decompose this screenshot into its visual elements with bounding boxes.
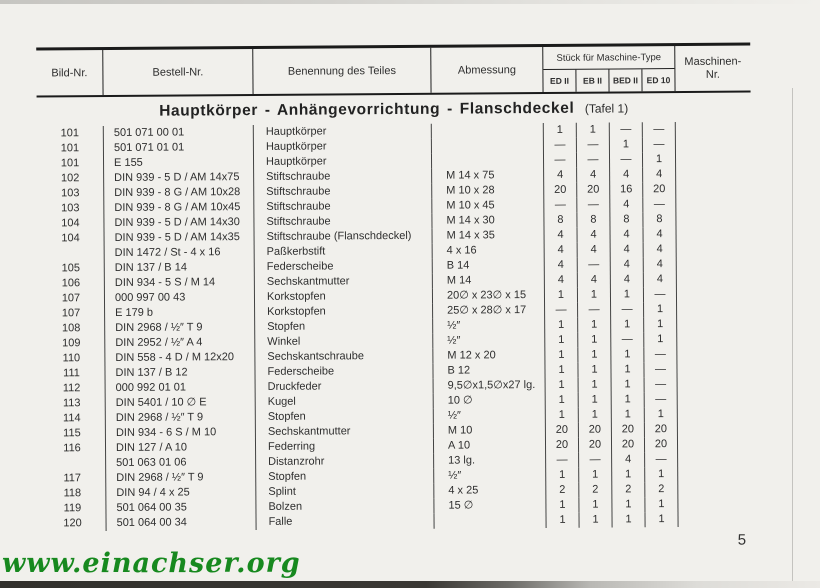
part-name-cell: Stiftschraube <box>254 184 432 200</box>
maschinen-nr-cell <box>676 227 751 243</box>
bild-nr-cell: 110 <box>38 351 105 366</box>
header-subcell-ed2: ED II <box>543 70 576 92</box>
qty-cell-bed2: 4 <box>611 257 644 272</box>
part-name-cell: Kugel <box>256 394 434 410</box>
header-cell-bestell-nr: Bestell-Nr. <box>103 49 253 95</box>
qty-cell-eb2: — <box>579 452 612 467</box>
part-name-cell: Stopfen <box>255 319 433 335</box>
bestell-nr-cell: DIN 558 - 4 D / M 12x20 <box>105 350 255 366</box>
qty-cell-bed2: 1 <box>612 377 645 392</box>
qty-cell-eb2: 1 <box>579 407 612 422</box>
qty-cell-ed10: 4 <box>643 167 676 182</box>
header-subcell-bed2: BED II <box>609 69 642 91</box>
dimension-cell: 10 ∅ <box>434 393 546 409</box>
qty-cell-bed2: 1 <box>612 467 645 482</box>
qty-cell-eb2: 1 <box>578 317 611 332</box>
bestell-nr-cell: DIN 939 - 5 D / AM 14x75 <box>104 170 254 186</box>
qty-cell-bed2: 4 <box>611 242 644 257</box>
qty-cell-eb2: — <box>577 198 610 213</box>
header-cell-bild-nr: Bild-Nr. <box>36 50 103 95</box>
part-name-cell: Hauptkörper <box>254 124 432 140</box>
qty-cell-ed10: — <box>644 347 677 362</box>
qty-cell-ed10: — <box>643 197 676 212</box>
qty-cell-ed10: — <box>643 137 676 152</box>
qty-cell-eb2: 1 <box>578 362 611 377</box>
section-title-note: (Tafel 1) <box>584 101 629 116</box>
qty-cell-bed2: 1 <box>611 317 644 332</box>
qty-cell-eb2: 1 <box>579 392 612 407</box>
dimension-cell: B 14 <box>433 258 545 274</box>
maschinen-nr-cell <box>677 287 752 303</box>
bild-nr-cell: 104 <box>37 216 104 231</box>
dimension-cell: ½″ <box>434 408 546 424</box>
scan-bottom-edge <box>0 581 820 588</box>
maschinen-nr-cell <box>678 497 753 513</box>
qty-cell-ed2: 1 <box>546 468 579 483</box>
part-name-cell: Winkel <box>255 334 433 350</box>
bild-nr-cell: 105 <box>38 261 105 276</box>
bild-nr-cell: 101 <box>37 141 104 156</box>
part-name-cell: Druckfeder <box>256 379 434 395</box>
dimension-cell: M 14 x 30 <box>432 213 544 229</box>
bestell-nr-cell: DIN 5401 / 10 ∅ E <box>106 395 256 411</box>
header-subcell-ed10: ED 10 <box>646 75 671 86</box>
qty-cell-ed2: 1 <box>545 333 578 348</box>
qty-cell-ed2: 4 <box>545 258 578 273</box>
watermark: www.einachser.org <box>2 548 301 579</box>
qty-cell-ed10: — <box>643 122 676 137</box>
qty-cell-eb2: 20 <box>579 437 612 452</box>
dimension-cell: M 12 x 20 <box>433 348 545 364</box>
qty-cell-ed2: 20 <box>544 183 577 198</box>
qty-cell-eb2: 1 <box>579 377 612 392</box>
qty-cell-ed2: 2 <box>546 483 579 498</box>
maschinen-nr-cell <box>677 347 752 363</box>
maschinen-nr-cell <box>677 257 752 273</box>
dimension-cell <box>432 123 544 139</box>
part-name-cell: Federscheibe <box>255 259 433 275</box>
qty-cell-ed10: — <box>645 377 678 392</box>
part-name-cell: Hauptkörper <box>254 154 432 170</box>
qty-cell-bed2: 4 <box>610 167 643 182</box>
header-cell-abmessung: Abmessung <box>431 47 543 93</box>
qty-cell-bed2: 1 <box>612 497 645 512</box>
dimension-cell: ½″ <box>434 468 546 484</box>
qty-cell-bed2: — <box>611 332 644 347</box>
qty-cell-ed2: — <box>544 198 577 213</box>
qty-cell-bed2: 4 <box>610 197 643 212</box>
qty-cell-ed2: — <box>545 303 578 318</box>
maschinen-nr-cell <box>678 512 753 528</box>
qty-cell-ed2: 4 <box>545 228 578 243</box>
qty-cell-ed2: 20 <box>546 438 579 453</box>
bestell-nr-cell: 000 997 00 43 <box>105 290 255 306</box>
qty-cell-ed10: 1 <box>645 467 678 482</box>
part-name-cell: Falle <box>256 514 434 530</box>
qty-cell-ed10: 20 <box>645 437 678 452</box>
qty-cell-bed2: — <box>610 122 643 137</box>
dimension-cell: ½″ <box>433 333 545 349</box>
dimension-cell: M 10 x 28 <box>432 183 544 199</box>
maschinen-nr-cell <box>678 467 753 483</box>
dimension-cell <box>432 153 544 169</box>
qty-cell-ed2: 20 <box>546 423 579 438</box>
qty-cell-bed2: — <box>611 302 644 317</box>
qty-cell-ed10: 1 <box>645 497 678 512</box>
qty-cell-ed10: 4 <box>644 257 677 272</box>
qty-cell-eb2: — <box>577 153 610 168</box>
qty-cell-ed2: 1 <box>546 498 579 513</box>
bestell-nr-cell: 501 064 00 35 <box>106 500 256 516</box>
qty-cell-bed2: 1 <box>612 392 645 407</box>
bestell-nr-cell: 501 064 00 34 <box>107 515 257 531</box>
bild-nr-cell <box>38 246 105 261</box>
bestell-nr-cell: 501 071 01 01 <box>104 140 254 156</box>
bestell-nr-cell: DIN 137 / B 12 <box>105 365 255 381</box>
part-name-cell: Paßkerbstift <box>255 244 433 260</box>
dimension-cell <box>432 138 544 154</box>
qty-cell-ed2: 1 <box>546 393 579 408</box>
part-name-cell: Stiftschraube (Flanschdeckel) <box>255 229 433 245</box>
dimension-cell: M 14 <box>433 273 545 289</box>
bild-nr-cell: 101 <box>37 156 104 171</box>
qty-cell-eb2: — <box>578 302 611 317</box>
bild-nr-cell: 114 <box>39 411 106 426</box>
bestell-nr-cell: DIN 2968 / ½″ T 9 <box>105 320 255 336</box>
bestell-nr-cell: DIN 137 / B 14 <box>105 260 255 276</box>
part-name-cell: Stiftschraube <box>254 199 432 215</box>
bestell-nr-cell: 000 992 01 01 <box>106 380 256 396</box>
qty-cell-eb2: 4 <box>577 168 610 183</box>
bild-nr-cell: 103 <box>37 186 104 201</box>
bestell-nr-cell: DIN 127 / A 10 <box>106 440 256 456</box>
dimension-cell: B 12 <box>433 363 545 379</box>
qty-cell-ed10: 4 <box>644 242 677 257</box>
qty-cell-eb2: 4 <box>577 228 610 243</box>
bestell-nr-cell: 501 071 00 01 <box>104 125 254 141</box>
qty-cell-eb2: 1 <box>579 467 612 482</box>
bild-nr-cell: 104 <box>38 231 105 246</box>
bild-nr-cell: 106 <box>38 276 105 291</box>
qty-cell-eb2: 1 <box>579 497 612 512</box>
maschinen-nr-cell <box>676 137 751 153</box>
qty-cell-eb2: 4 <box>578 272 611 287</box>
dimension-cell: M 10 x 45 <box>432 198 544 214</box>
bestell-nr-cell: DIN 2968 / ½″ T 9 <box>106 470 256 486</box>
qty-cell-eb2: 1 <box>578 347 611 362</box>
bestell-nr-cell: DIN 2968 / ½″ T 9 <box>106 410 256 426</box>
part-name-cell: Korkstopfen <box>255 289 433 305</box>
qty-cell-eb2: 4 <box>578 243 611 258</box>
dimension-cell: 15 ∅ <box>434 498 546 514</box>
part-name-cell: Sechskantmutter <box>255 274 433 290</box>
dimension-cell: M 14 x 75 <box>432 168 544 184</box>
qty-cell-ed2: 4 <box>545 273 578 288</box>
qty-cell-bed2: 1 <box>610 137 643 152</box>
maschinen-nr-cell <box>676 197 751 213</box>
header-cell-maschinen-nr: Maschinen- Nr. <box>684 55 742 81</box>
dimension-cell: A 10 <box>434 438 546 454</box>
dimension-cell: 25∅ x 28∅ x 17 <box>433 303 545 319</box>
qty-cell-ed2: 1 <box>545 318 578 333</box>
header-stueck-label: Stück für Maschine-Type <box>543 46 674 70</box>
header-machine-type-row <box>543 69 674 92</box>
part-name-cell: Stiftschraube <box>254 214 432 230</box>
part-name-cell: Splint <box>256 484 434 500</box>
qty-cell-ed10: 2 <box>645 482 678 497</box>
part-name-cell: Bolzen <box>256 499 434 515</box>
dimension-cell: 9,5∅x1,5∅x27 lg. <box>434 378 546 394</box>
qty-cell-bed2: 16 <box>610 182 643 197</box>
scan-right-page-edge <box>792 88 793 588</box>
bild-nr-cell: 112 <box>39 381 106 396</box>
qty-cell-ed10: — <box>645 452 678 467</box>
maschinen-nr-cell <box>677 272 752 288</box>
bild-nr-cell: 120 <box>40 516 107 531</box>
part-name-cell: Stopfen <box>256 469 434 485</box>
maschinen-nr-cell <box>677 302 752 318</box>
maschinen-nr-cell <box>676 167 751 183</box>
bestell-nr-cell: DIN 2952 / ½″ A 4 <box>105 335 255 351</box>
qty-cell-ed2: 1 <box>545 288 578 303</box>
section-title-row <box>37 99 751 122</box>
qty-cell-ed2: 1 <box>544 123 577 138</box>
header-subcell-eb2: EB II <box>576 70 609 92</box>
bild-nr-cell: 118 <box>39 486 106 501</box>
qty-cell-ed2: 1 <box>546 408 579 423</box>
dimension-cell: 13 lg. <box>434 453 546 469</box>
part-name-cell: Distanzrohr <box>256 454 434 470</box>
maschinen-nr-cell <box>676 182 751 198</box>
page-number: 5 <box>737 531 747 549</box>
part-name-cell: Sechskantmutter <box>256 424 434 440</box>
maschinen-nr-cell <box>677 332 752 348</box>
bestell-nr-cell: DIN 934 - 6 S / M 10 <box>106 425 256 441</box>
dimension-cell: 20∅ x 23∅ x 15 <box>433 288 545 304</box>
scan-top-edge <box>0 0 820 4</box>
qty-cell-bed2: 4 <box>610 227 643 242</box>
qty-cell-ed2: — <box>544 138 577 153</box>
bestell-nr-cell: E 179 b <box>105 305 255 321</box>
qty-cell-ed2: 1 <box>545 363 578 378</box>
qty-cell-bed2: 2 <box>612 482 645 497</box>
maschinen-nr-cell <box>678 392 753 408</box>
qty-cell-eb2: — <box>577 138 610 153</box>
maschinen-nr-cell <box>677 317 752 333</box>
maschinen-nr-cell <box>678 407 753 423</box>
qty-cell-eb2: 1 <box>577 123 610 138</box>
qty-cell-ed10: 4 <box>644 272 677 287</box>
qty-cell-ed10: 1 <box>644 317 677 332</box>
qty-cell-eb2: 1 <box>578 332 611 347</box>
qty-cell-ed10: 1 <box>645 512 678 527</box>
qty-cell-ed10: 20 <box>643 182 676 197</box>
maschinen-nr-cell <box>676 212 751 228</box>
qty-cell-eb2: 20 <box>577 183 610 198</box>
bild-nr-cell: 108 <box>38 321 105 336</box>
qty-cell-ed10: 1 <box>643 152 676 167</box>
qty-cell-bed2: — <box>610 152 643 167</box>
header-cell-benennung: Benennung des Teiles <box>253 48 431 94</box>
bestell-nr-cell: DIN 94 / 4 x 25 <box>106 485 256 501</box>
part-name-cell: Korkstopfen <box>255 304 433 320</box>
qty-cell-eb2: — <box>578 258 611 273</box>
qty-cell-ed2: — <box>544 153 577 168</box>
qty-cell-bed2: 20 <box>612 422 645 437</box>
qty-cell-eb2: 2 <box>579 482 612 497</box>
qty-cell-ed2: 1 <box>546 513 579 528</box>
maschinen-nr-cell <box>677 242 752 258</box>
part-name-cell: Stiftschraube <box>254 169 432 185</box>
maschinen-nr-cell <box>678 437 753 453</box>
bild-nr-cell: 117 <box>39 471 106 486</box>
qty-cell-bed2: 1 <box>611 287 644 302</box>
bestell-nr-cell: DIN 939 - 5 D / AM 14x35 <box>105 230 255 246</box>
qty-cell-eb2: 8 <box>577 213 610 228</box>
qty-cell-ed10: 20 <box>645 422 678 437</box>
dimension-cell: 4 x 16 <box>433 243 545 259</box>
qty-cell-ed2: 1 <box>545 348 578 363</box>
maschinen-nr-cell <box>676 152 751 168</box>
bestell-nr-cell: DIN 939 - 8 G / AM 10x28 <box>104 185 254 201</box>
bestell-nr-cell: 501 063 01 06 <box>106 455 256 471</box>
part-name-cell: Federring <box>256 439 434 455</box>
bestell-nr-cell: DIN 1472 / St - 4 x 16 <box>105 245 255 261</box>
qty-cell-ed2: 8 <box>544 213 577 228</box>
part-name-cell: Sechskantschraube <box>255 349 433 365</box>
bild-nr-cell <box>39 456 106 471</box>
bild-nr-cell: 113 <box>39 396 106 411</box>
qty-cell-ed10: 8 <box>643 212 676 227</box>
qty-cell-ed2: — <box>546 453 579 468</box>
bild-nr-cell: 116 <box>39 441 106 456</box>
qty-cell-bed2: 20 <box>612 437 645 452</box>
bild-nr-cell: 107 <box>38 291 105 306</box>
qty-cell-ed10: 4 <box>643 227 676 242</box>
qty-cell-eb2: 1 <box>578 287 611 302</box>
qty-cell-ed10: — <box>644 362 677 377</box>
bild-nr-cell: 101 <box>37 126 104 141</box>
parts-table-body <box>37 122 754 532</box>
bestell-nr-cell: DIN 934 - 5 S / M 14 <box>105 275 255 291</box>
bestell-nr-cell: DIN 939 - 5 D / AM 14x30 <box>104 215 254 231</box>
dimension-cell: ½″ <box>433 318 545 334</box>
qty-cell-bed2: 1 <box>612 512 645 527</box>
qty-cell-ed10: 1 <box>644 332 677 347</box>
bild-nr-cell: 109 <box>38 336 105 351</box>
maschinen-nr-cell <box>678 377 753 393</box>
qty-cell-bed2: 4 <box>611 272 644 287</box>
qty-cell-bed2: 1 <box>611 347 644 362</box>
dimension-cell: M 14 x 35 <box>433 228 545 244</box>
maschinen-nr-cell <box>677 362 752 378</box>
bestell-nr-cell: E 155 <box>104 155 254 171</box>
dimension-cell: 4 x 25 <box>434 483 546 499</box>
qty-cell-bed2: 1 <box>611 362 644 377</box>
part-name-cell: Stopfen <box>256 409 434 425</box>
part-name-cell: Federscheibe <box>255 364 433 380</box>
page-content <box>36 38 756 563</box>
maschinen-nr-cell <box>678 482 753 498</box>
part-name-cell: Hauptkörper <box>254 139 432 155</box>
section-title: Hauptkörper - Anhängevorrichtung - Flanschdeckel <box>159 99 575 120</box>
bild-nr-cell: 107 <box>38 306 105 321</box>
bestell-nr-cell: DIN 939 - 8 G / AM 10x45 <box>104 200 254 216</box>
header-group-stueck <box>543 46 675 92</box>
qty-cell-eb2: 1 <box>579 512 612 527</box>
dimension-cell <box>434 513 546 529</box>
qty-cell-eb2: 20 <box>579 422 612 437</box>
qty-cell-ed10: 1 <box>645 407 678 422</box>
qty-cell-ed10: 1 <box>644 302 677 317</box>
maschinen-nr-cell <box>678 452 753 468</box>
maschinen-nr-cell <box>678 422 753 438</box>
qty-cell-bed2: 4 <box>612 452 645 467</box>
parts-table-header <box>36 43 750 98</box>
qty-cell-ed10: — <box>644 287 677 302</box>
bild-nr-cell: 115 <box>39 426 106 441</box>
qty-cell-ed2: 1 <box>546 378 579 393</box>
bild-nr-cell: 119 <box>39 501 106 516</box>
dimension-cell: M 10 <box>434 423 546 439</box>
maschinen-nr-cell <box>676 122 751 138</box>
bild-nr-cell: 111 <box>38 366 105 381</box>
bild-nr-cell: 103 <box>37 201 104 216</box>
bild-nr-cell: 102 <box>37 171 104 186</box>
qty-cell-ed2: 4 <box>545 243 578 258</box>
qty-cell-bed2: 1 <box>612 407 645 422</box>
qty-cell-bed2: 8 <box>610 212 643 227</box>
qty-cell-ed2: 4 <box>544 168 577 183</box>
qty-cell-ed10: — <box>645 392 678 407</box>
